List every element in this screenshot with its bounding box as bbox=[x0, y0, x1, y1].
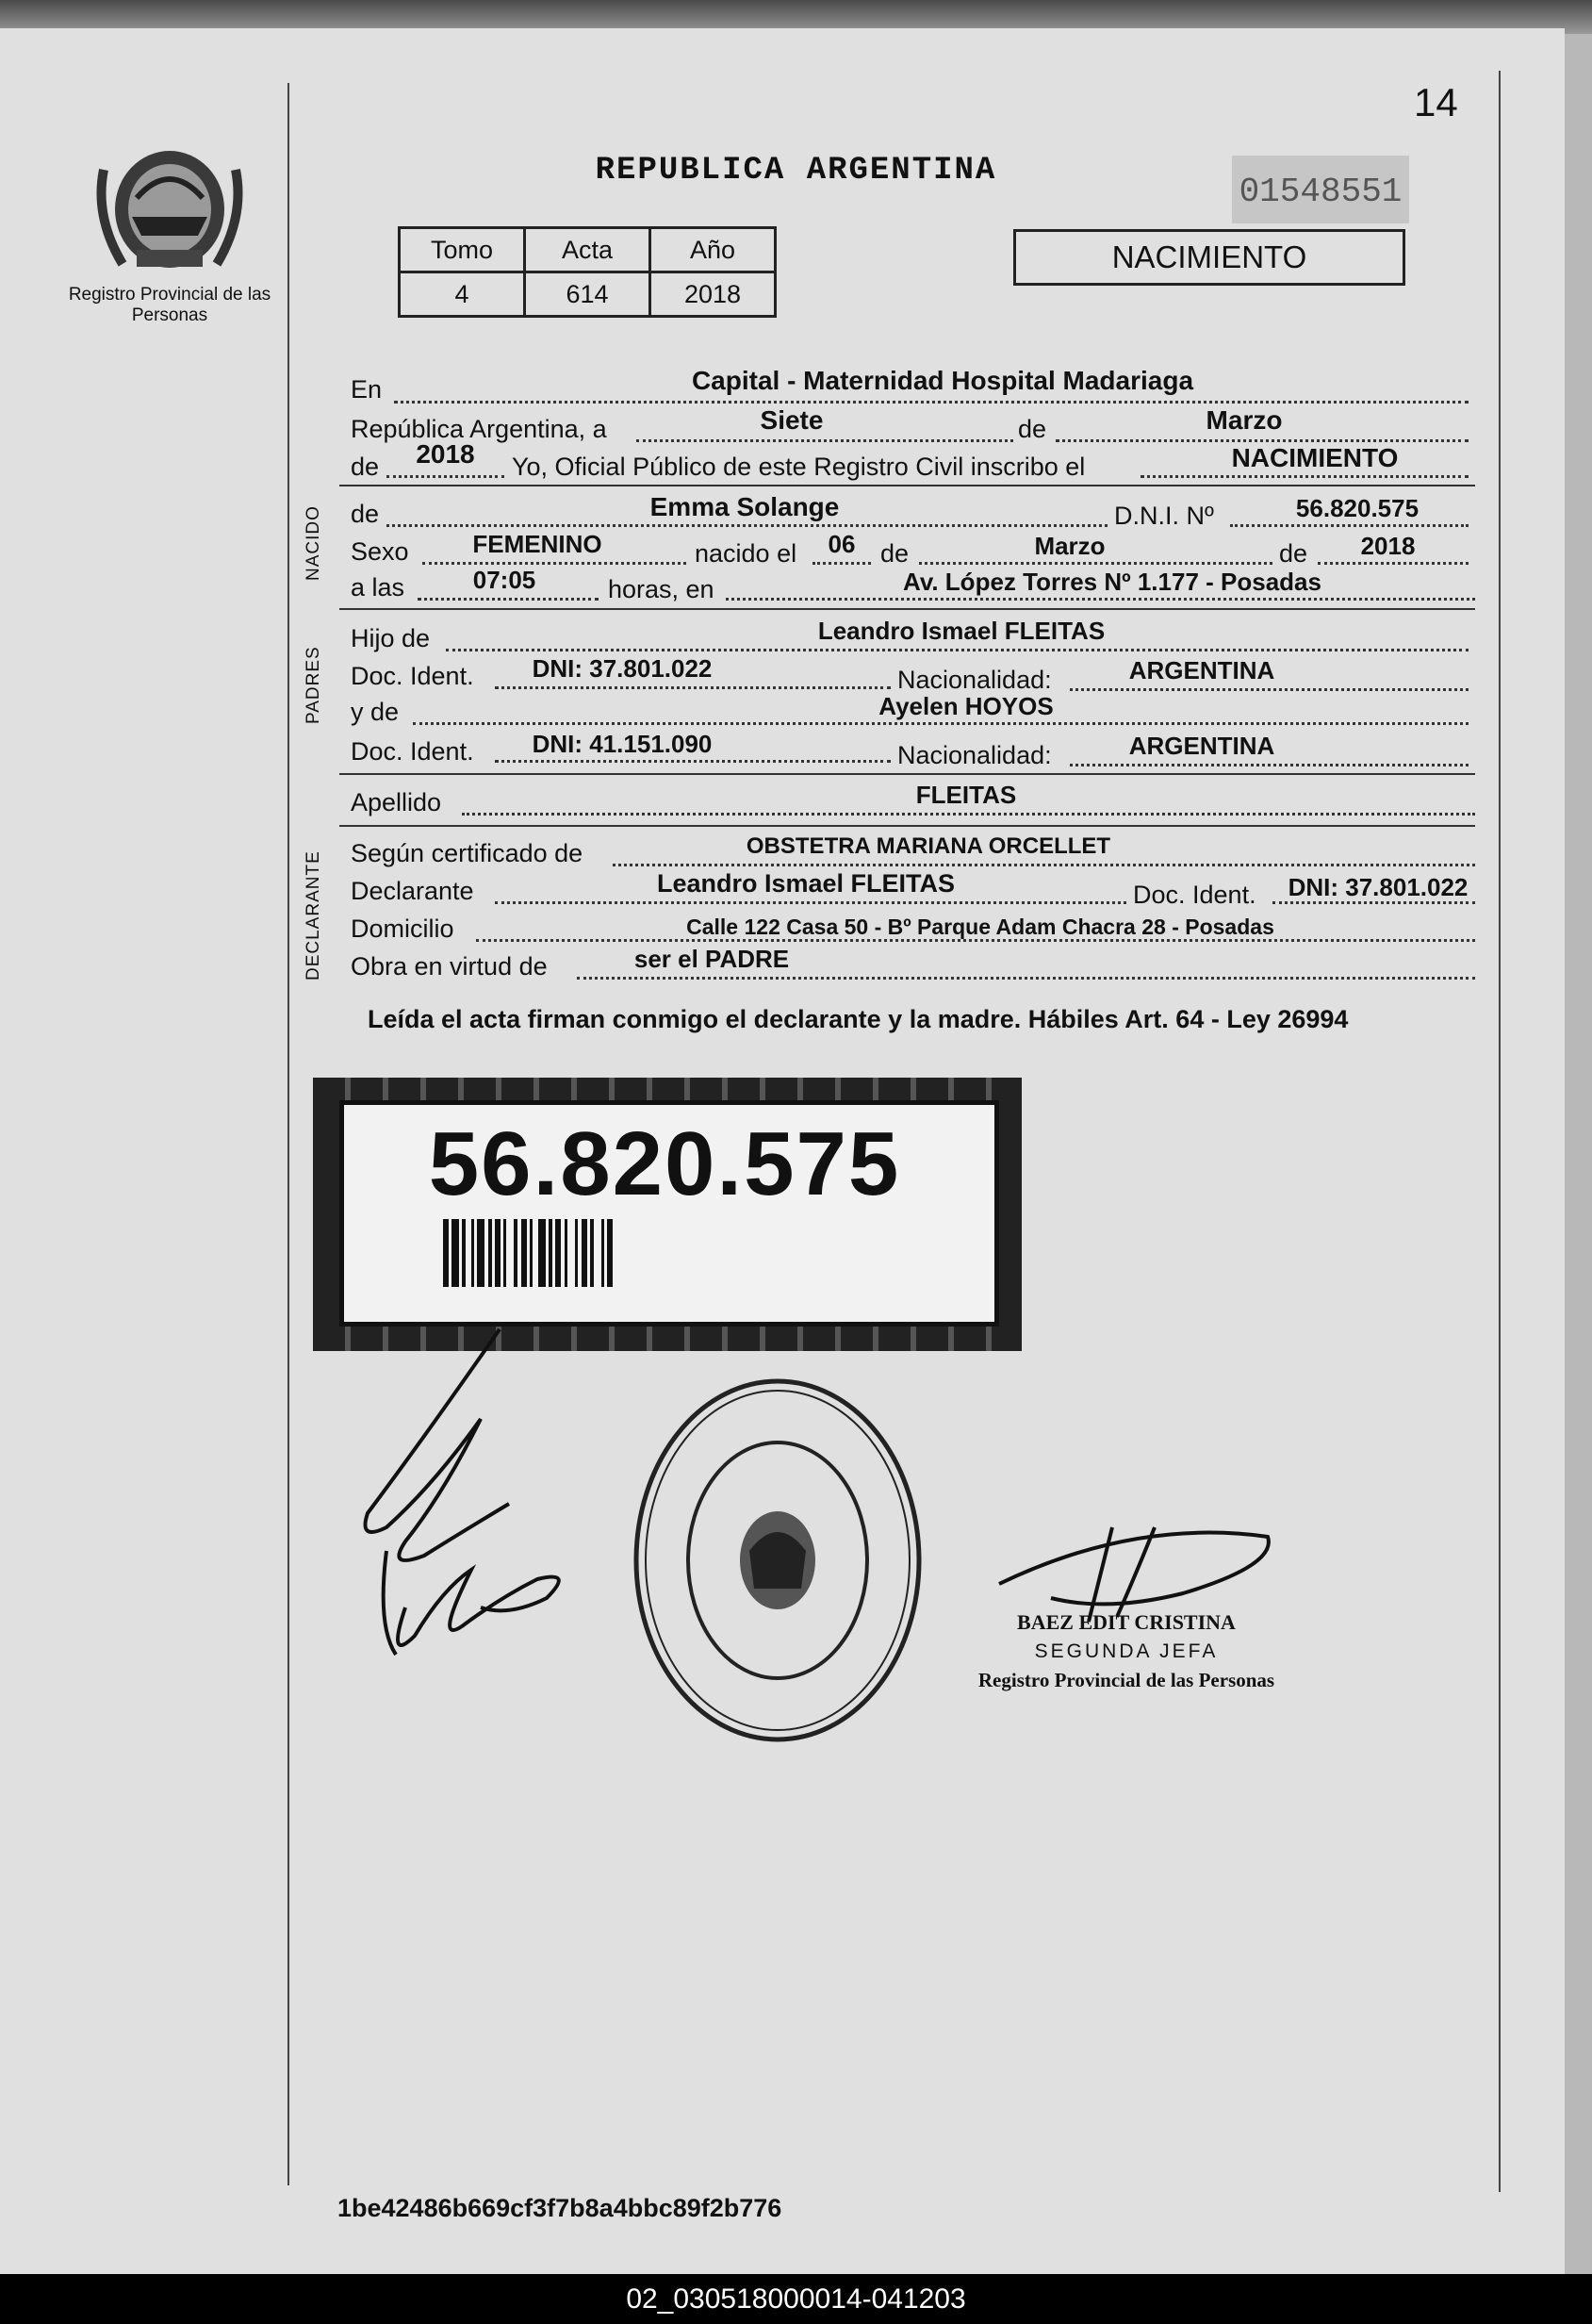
closing-text: Leída el acta firman conmigo el declarante y la madre. Hábiles Art. 64 - Ley 26994 bbox=[368, 1005, 1349, 1033]
dotted-line bbox=[1318, 562, 1469, 565]
label-horas-en: horas, en bbox=[608, 575, 714, 603]
value-acta: 614 bbox=[525, 272, 650, 317]
value-certificado: OBSTETRA MARIANA ORCELLET bbox=[746, 833, 1111, 859]
label-nacionalidad-padre: Nacionalidad: bbox=[897, 666, 1052, 694]
label-oficial: Yo, Oficial Público de este Registro Civil inscribo el bbox=[512, 453, 1086, 481]
value-tipo: NACIMIENTO bbox=[1231, 443, 1399, 472]
label-en: En bbox=[351, 375, 383, 404]
value-padre-doc: DNI: 37.801.022 bbox=[532, 654, 713, 683]
header-anio: Año bbox=[650, 228, 776, 272]
dotted-line bbox=[413, 722, 1469, 725]
label-de: de bbox=[1018, 415, 1047, 443]
document-hash: 1be42486b669cf3f7b8a4bbc89f2b776 bbox=[337, 2194, 782, 2222]
label-nacionalidad-madre: Nacionalidad: bbox=[897, 741, 1052, 769]
value-sexo: FEMENINO bbox=[472, 530, 602, 558]
dotted-line bbox=[386, 524, 1108, 527]
value-padre: Leandro Ismael FLEITAS bbox=[817, 617, 1106, 645]
section-divider bbox=[339, 485, 1475, 486]
label-de-name: de bbox=[351, 500, 380, 528]
label-obra: Obra en virtud de bbox=[351, 952, 548, 981]
dotted-line bbox=[1070, 688, 1469, 691]
side-label-padres: PADRES bbox=[304, 646, 323, 724]
dotted-line bbox=[1141, 475, 1469, 478]
value-dia-texto: Siete bbox=[760, 405, 824, 435]
dotted-line bbox=[495, 901, 1126, 904]
label-segun: Según certificado de bbox=[351, 839, 583, 867]
value-madre-nac: ARGENTINA bbox=[1128, 732, 1275, 760]
page-number: 14 bbox=[1414, 80, 1458, 124]
dotted-line bbox=[636, 439, 1013, 442]
dotted-line bbox=[394, 401, 1469, 404]
dotted-line bbox=[446, 649, 1469, 651]
value-mes-texto: Marzo bbox=[1206, 405, 1283, 435]
volume-table bbox=[398, 226, 777, 318]
value-domicilio: Calle 122 Casa 50 - Bº Parque Adam Chacra 28 - Posadas bbox=[686, 915, 1274, 939]
label-doc-ident-declarante: Doc. Ident. bbox=[1133, 881, 1256, 909]
label-hijo-de: Hijo de bbox=[351, 624, 431, 652]
official-seal-icon bbox=[627, 1372, 928, 1749]
dotted-line bbox=[1230, 524, 1469, 527]
value-nombre: Emma Solange bbox=[649, 492, 840, 521]
register-label: Registro Provincial de las Personas bbox=[68, 285, 271, 325]
section-divider bbox=[339, 825, 1475, 827]
dotted-line bbox=[613, 864, 1475, 866]
dotted-line bbox=[462, 813, 1475, 816]
section-divider bbox=[339, 773, 1475, 775]
left-margin-line bbox=[287, 83, 289, 2185]
dotted-line bbox=[495, 686, 891, 689]
dotted-line bbox=[577, 977, 1475, 980]
dotted-line bbox=[919, 562, 1272, 565]
value-dni: 56.820.575 bbox=[1295, 494, 1420, 522]
official-name: BAEZ EDIT CRISTINA bbox=[1017, 1610, 1236, 1634]
value-anio-texto: 2018 bbox=[416, 439, 475, 469]
header-acta: Acta bbox=[525, 228, 650, 272]
label-y-de: y de bbox=[351, 698, 400, 726]
label-de2: de bbox=[880, 539, 910, 568]
value-mes-nac: Marzo bbox=[1034, 532, 1106, 560]
label-doc-ident-padre: Doc. Ident. bbox=[351, 662, 474, 690]
dotted-line bbox=[1056, 439, 1469, 442]
section-divider bbox=[339, 608, 1475, 610]
label-de3: de bbox=[1279, 539, 1308, 568]
value-anio-nac: 2018 bbox=[1360, 532, 1416, 560]
value-hora: 07:05 bbox=[472, 566, 536, 594]
serial-number: 01548551 bbox=[1239, 173, 1403, 211]
side-label-declarante: DECLARANTE bbox=[304, 850, 323, 981]
side-label-nacido: NACIDO bbox=[304, 505, 323, 581]
dni-sticker-number: 56.820.575 bbox=[428, 1113, 901, 1214]
label-de-year: de bbox=[351, 453, 380, 481]
value-madre-doc: DNI: 41.151.090 bbox=[532, 730, 713, 758]
label-a-las: a las bbox=[351, 573, 405, 602]
value-dia-nac: 06 bbox=[828, 530, 856, 558]
value-declarante: Leandro Ismael FLEITAS bbox=[656, 869, 956, 898]
value-lugar: Capital - Maternidad Hospital Madariaga bbox=[691, 366, 1194, 395]
dotted-line bbox=[495, 760, 891, 763]
value-direccion-nac: Av. López Torres Nº 1.177 - Posadas bbox=[903, 568, 1321, 596]
dotted-line bbox=[1070, 764, 1469, 766]
value-obra: ser el PADRE bbox=[633, 945, 790, 973]
dotted-line bbox=[386, 475, 504, 478]
dotted-line bbox=[418, 598, 599, 601]
value-madre: Ayelen HOYOS bbox=[878, 692, 1054, 720]
barcode bbox=[443, 1219, 873, 1287]
declarant-signature bbox=[349, 1325, 584, 1664]
label-dni: D.N.I. Nº bbox=[1114, 502, 1214, 530]
label-declarante: Declarante bbox=[351, 877, 474, 905]
right-margin-line bbox=[1499, 71, 1501, 2192]
official-position: SEGUNDA JEFA bbox=[1034, 1640, 1219, 1662]
label-doc-ident-madre: Doc. Ident. bbox=[351, 737, 474, 766]
dotted-line bbox=[726, 598, 1475, 601]
value-anio: 2018 bbox=[650, 272, 776, 317]
record-type-box: NACIMIENTO bbox=[1013, 229, 1405, 286]
label-republica: República Argentina, a bbox=[351, 415, 607, 443]
value-apellido: FLEITAS bbox=[915, 781, 1017, 809]
document-title: REPUBLICA ARGENTINA bbox=[595, 153, 997, 189]
value-tomo: 4 bbox=[400, 272, 525, 317]
dotted-line bbox=[812, 562, 871, 565]
label-sexo: Sexo bbox=[351, 537, 409, 566]
footer-code: 02_030518000014-041203 bbox=[626, 2283, 966, 2315]
label-apellido: Apellido bbox=[351, 788, 442, 816]
value-padre-nac: ARGENTINA bbox=[1128, 656, 1275, 684]
official-organization: Registro Provincial de las Personas bbox=[977, 1669, 1275, 1691]
header-tomo: Tomo bbox=[400, 228, 525, 272]
dotted-line bbox=[422, 562, 686, 565]
label-domicilio: Domicilio bbox=[351, 915, 454, 943]
value-declarante-doc: DNI: 37.801.022 bbox=[1288, 873, 1469, 901]
label-nacido-el: nacido el bbox=[695, 539, 797, 568]
